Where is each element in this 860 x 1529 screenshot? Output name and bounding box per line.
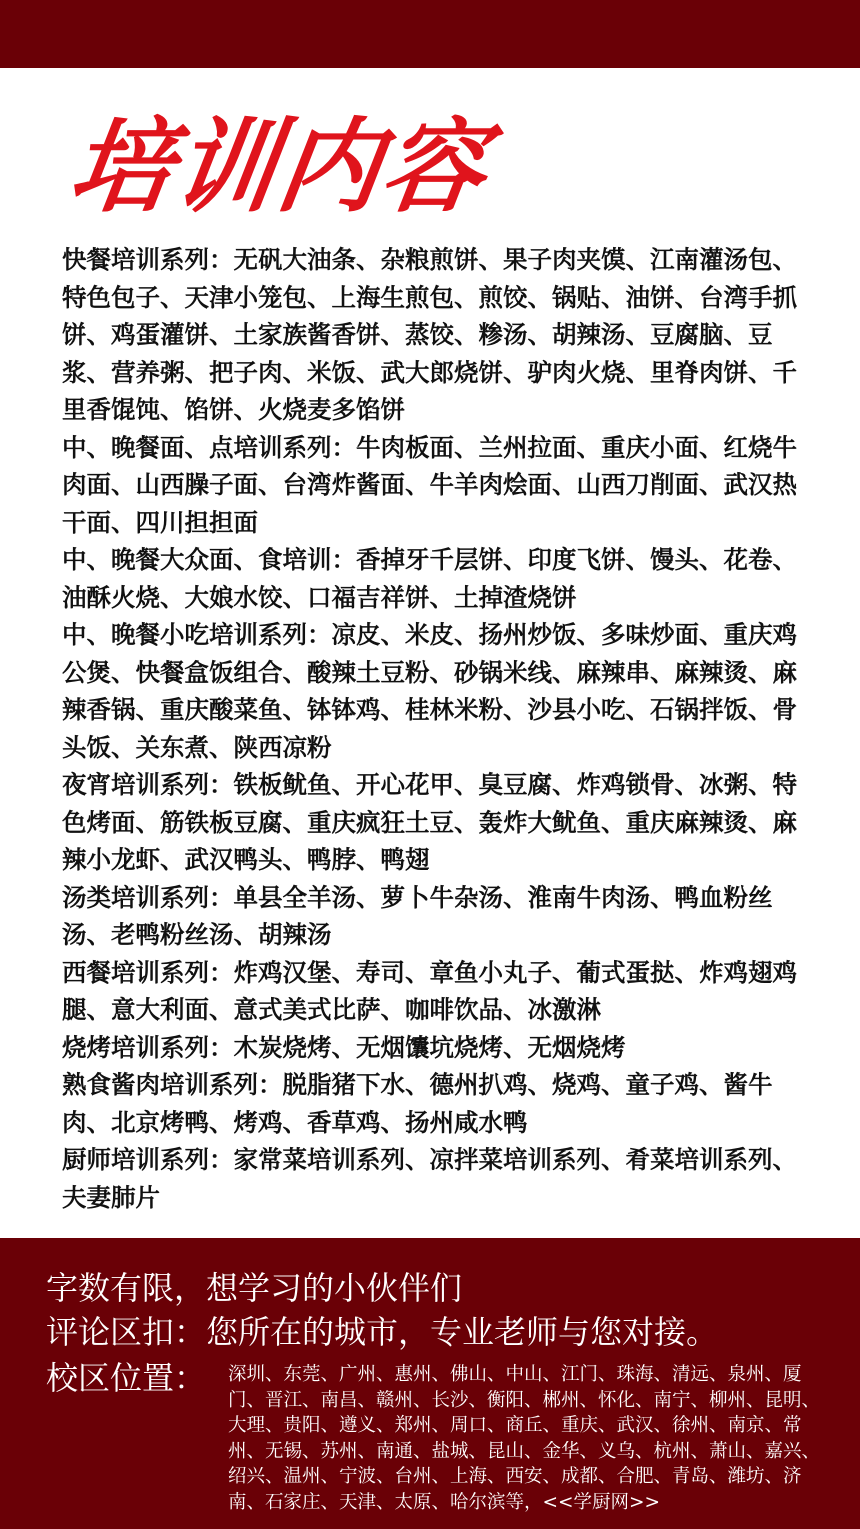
course-list	[62, 241, 802, 1216]
section-bbq: 烧烤培训系列：木炭烧烤、无烟馕坑烧烤、无烟烧烤	[62, 1032, 626, 1062]
page-title: 培训内容	[62, 108, 495, 227]
campus-city-list: 深圳、东莞、广州、惠州、佛山、中山、江门、珠海、清远、泉州、厦门、晋江、南昌、赣州、长沙、衡阳、郴州、怀化、南宁、柳州、昆明、大理、贵阳、遵义、郑州、周口、商丘、重庆、武汉、徐州、南京、常州、无锡、苏州、南通、盐城、昆山、金华、义乌、杭州、萧山、嘉兴、绍兴、温州、宁波、台州、上海、西安、成都、合肥、青岛、潍坊、济南、石家庄、天津、太原、哈尔滨等，<<学厨网>>	[228, 1364, 821, 1513]
section-noodles: 中、晚餐面、点培训系列：牛肉板面、兰州拉面、重庆小面、红烧牛肉面、山西臊子面、台湾炸酱面、牛羊肉烩面、山西刀削面、武汉热干面、四川担担面	[62, 432, 797, 537]
campus-label: 校区位置：	[46, 1359, 207, 1397]
section-chef: 厨师培训系列：家常菜培训系列、凉拌菜培训系列、肴菜培训系列、夫妻肺片	[62, 1145, 797, 1212]
section-snacks: 中、晚餐小吃培训系列：凉皮、米皮、扬州炒饭、多味炒面、重庆鸡公煲、快餐盒饭组合、酸辣土豆粉、砂锅米线、麻辣串、麻辣烫、麻辣香锅、重庆酸菜鱼、钵钵鸡、桂林米粉、沙县小吃、石锅拌饭、骨头饭、关东煮、陕西凉粉	[62, 620, 797, 762]
top-banner	[0, 0, 860, 68]
section-popular-noodles: 中、晚餐大众面、食培训：香掉牙千层饼、印度飞饼、馒头、花卷、油酥火烧、大娘水饺、口福吉祥饼、土掉渣烧饼	[62, 545, 797, 612]
footer-note-limited: 字数有限，想学习的小伙伴们	[46, 1269, 463, 1307]
section-night-snacks: 夜宵培训系列：铁板鱿鱼、开心花甲、臭豆腐、炸鸡锁骨、冰粥、特色烤面、筋铁板豆腐、重庆疯狂土豆、轰炸大鱿鱼、重庆麻辣烫、麻辣小龙虾、武汉鸭头、鸭脖、鸭翅	[62, 770, 797, 874]
section-fast-food: 快餐培训系列：无矾大油条、杂粮煎饼、果子肉夹馍、江南灌汤包、特色包子、天津小笼包、上海生煎包、煎饺、锅贴、油饼、台湾手抓饼、鸡蛋灌饼、土家族酱香饼、蒸饺、糁汤、胡辣汤、豆腐脑、豆浆、营养粥、把子肉、米饭、武大郎烧饼、驴肉火烧、里脊肉饼、千里香馄饨、馅饼、火烧麦多馅饼	[62, 245, 797, 424]
section-cooked-meat: 熟食酱肉培训系列：脱脂猪下水、德州扒鸡、烧鸡、童子鸡、酱牛肉、北京烤鸭、烤鸡、香草鸡、扬州咸水鸭	[62, 1070, 773, 1137]
section-western: 西餐培训系列：炸鸡汉堡、寿司、章鱼小丸子、葡式蛋挞、炸鸡翅鸡腿、意大利面、意式美式比萨、咖啡饮品、冰激淋	[62, 957, 797, 1024]
section-soups: 汤类培训系列：单县全羊汤、萝卜牛杂汤、淮南牛肉汤、鸭血粉丝汤、老鸭粉丝汤、胡辣汤	[62, 882, 773, 949]
footer-note-comment: 评论区扣：您所在的城市，专业老师与您对接。	[46, 1313, 719, 1351]
